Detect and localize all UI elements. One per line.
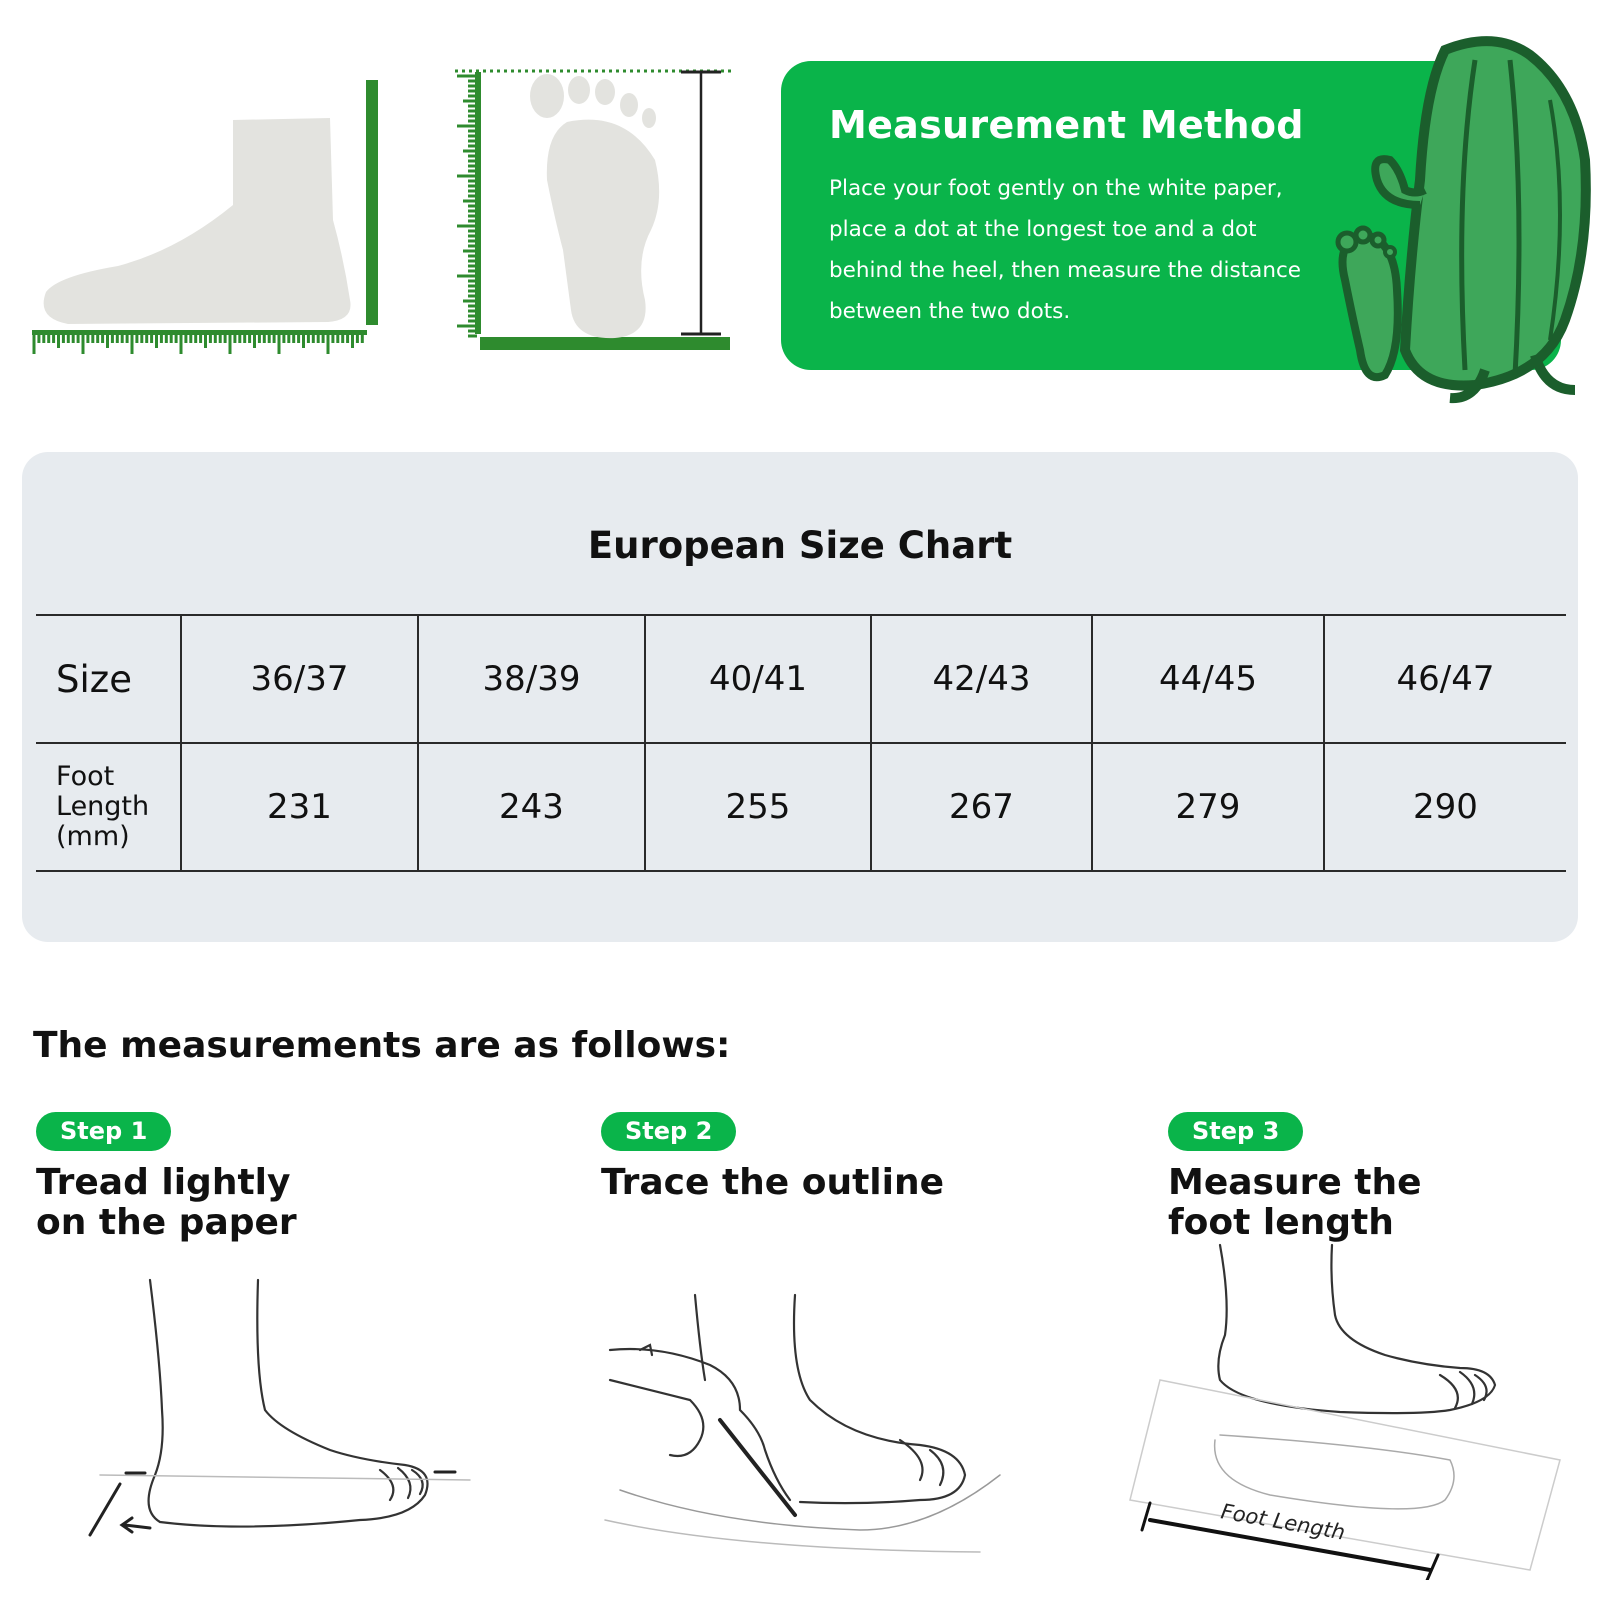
- table-row: [36, 743, 1566, 871]
- step-title: Measure the foot length: [1168, 1162, 1422, 1243]
- foot-length-cell: 267: [871, 743, 1092, 871]
- size-cell: 36/37: [181, 615, 418, 743]
- row-label-foot-length: Foot Length (mm): [36, 743, 181, 871]
- size-chart-table: [36, 614, 1566, 872]
- foot-top-shape: [547, 120, 659, 338]
- ruler-ticks: [457, 76, 477, 336]
- size-cell: 38/39: [418, 615, 645, 743]
- ruler-ticks: [34, 332, 362, 354]
- size-cell: 44/45: [1092, 615, 1324, 743]
- foot-length-cell: 290: [1324, 743, 1566, 871]
- step-3-sketch: [1120, 1240, 1580, 1580]
- vertical-measure-bar: [366, 80, 378, 325]
- foot-length-cell: 231: [181, 743, 418, 871]
- size-cell: 46/47: [1324, 615, 1566, 743]
- step-1-sketch: [60, 1270, 500, 1570]
- method-title: Measurement Method: [829, 103, 1304, 147]
- step-badge: Step 3: [1168, 1112, 1303, 1151]
- foot-length-cell: 243: [418, 743, 645, 871]
- size-chart-panel: [22, 452, 1578, 942]
- step-badge: Step 2: [601, 1112, 736, 1151]
- step-1: [36, 1112, 297, 1243]
- horizontal-measure-bar: [480, 337, 730, 350]
- foot-length-cell: 279: [1092, 743, 1324, 871]
- step-2: [601, 1112, 944, 1203]
- step-title: Trace the outline: [601, 1162, 945, 1203]
- foot-side-illustration: [28, 70, 398, 370]
- size-chart-title: European Size Chart: [587, 524, 1013, 567]
- cactus-mascot-illustration: [1325, 30, 1600, 410]
- step-3: [1168, 1112, 1422, 1243]
- size-cell: 40/41: [645, 615, 871, 743]
- row-label-size: Size: [36, 615, 181, 743]
- foot-length-cell: 255: [645, 743, 871, 871]
- method-description: Place your foot gently on the white paper, place a dot at the longest toe and a dot behind the heel, then measure the distance between the two dots.: [829, 176, 1301, 324]
- foot-top-illustration: [455, 60, 745, 370]
- step-2-sketch: [600, 1290, 1020, 1570]
- table-row: [36, 615, 1566, 743]
- foot-length-label: Foot Length: [1219, 1499, 1347, 1545]
- step-badge: Step 1: [36, 1112, 171, 1151]
- steps-heading: The measurements are as follows:: [33, 1025, 731, 1066]
- foot-side-shape: [44, 118, 351, 324]
- size-cell: 42/43: [871, 615, 1092, 743]
- step-title: Tread lightly on the paper: [36, 1162, 297, 1243]
